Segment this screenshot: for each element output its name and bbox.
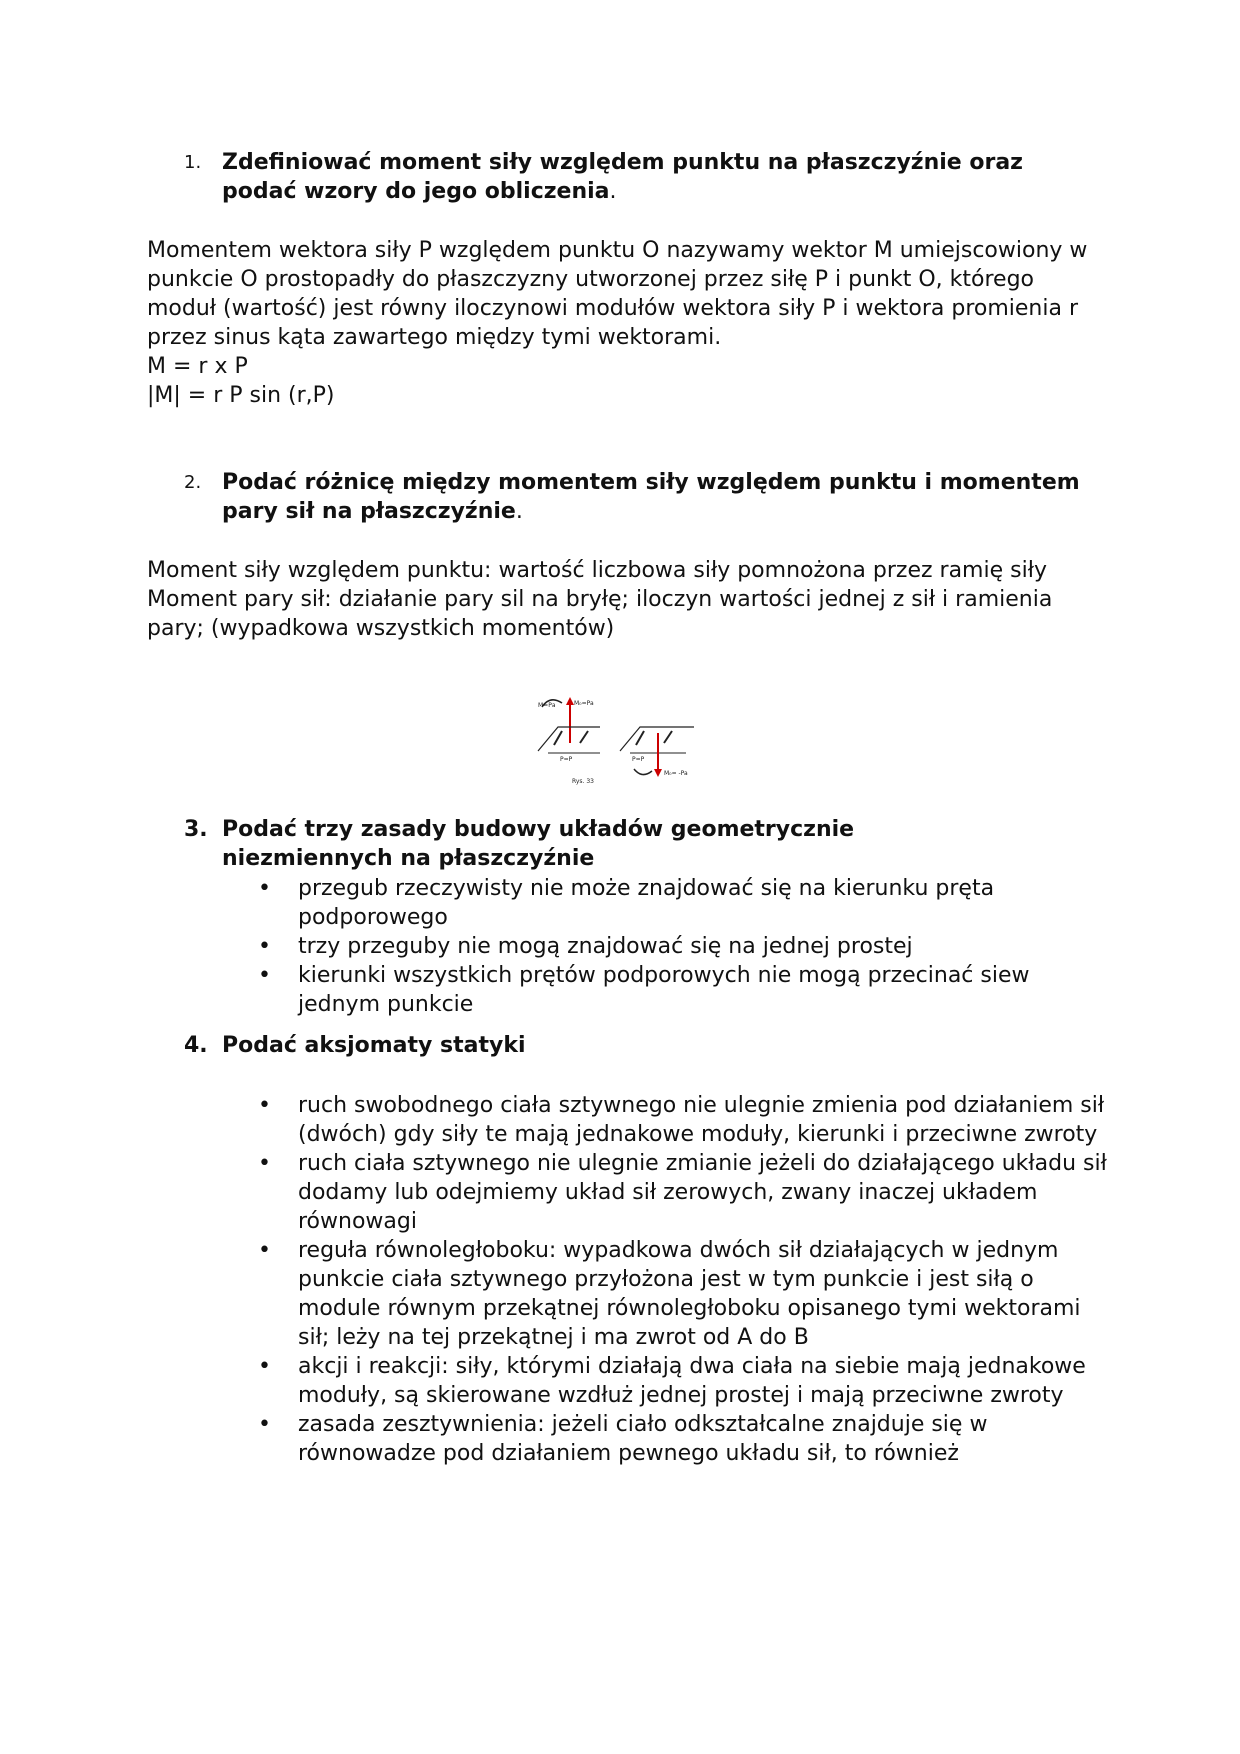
q1-formula1: M = r x P xyxy=(147,354,248,379)
list-item-text: zasada zesztywnienia: jeżeli ciało odkształcalne znajduje się w równowadze pod działaniem pewnego układu sił, to również xyxy=(298,1412,988,1466)
list-item xyxy=(258,1236,1108,1352)
figure-caption: Rys. 33 xyxy=(572,778,594,785)
q1-heading xyxy=(222,148,1092,206)
figure-label-top-right: M₀=Pa xyxy=(574,700,594,707)
force-left-2 xyxy=(580,731,588,743)
q1-answer xyxy=(147,236,1107,410)
figure-label-bottom-right: M₀= -Pa xyxy=(664,770,688,777)
moment-figure xyxy=(530,693,712,789)
list-item-text: ruch ciała sztywnego nie ulegnie zmianie jeżeli do działającego układu sił dodamy lub odejmiemy układ sił zerowych, zwany inaczej układem równowagi xyxy=(298,1151,1107,1234)
list-item-text: akcji i reakcji: siły, którymi działają dwa ciała na siebie mają jednakowe moduły, są skierowane wzdłuż jednej prostej i mają przeciwne zwroty xyxy=(298,1354,1086,1408)
q1-title: Zdefiniować moment siły względem punktu na płaszczyźnie oraz podać wzory do jego obliczenia xyxy=(222,150,1023,204)
list-item-text: trzy przeguby nie mogą znajdować się na jednej prostej xyxy=(298,934,913,959)
q4-number: 4. xyxy=(184,1033,208,1058)
q2-line2: Moment pary sił: działanie pary sil na bryłę; iloczyn wartości jednej z sił i ramienia pary; (wypadkowa wszystkich momentów) xyxy=(147,587,1053,641)
q1-trail: . xyxy=(609,179,617,204)
q2-number: 2. xyxy=(184,472,202,493)
figure-label-p-left: P=P xyxy=(560,756,573,763)
q4-bullet-list xyxy=(258,1091,1108,1468)
q3-bullet-list xyxy=(258,874,1108,1019)
figure-label-top-left: Μ=Ρa xyxy=(538,702,556,709)
bullet-icon: • xyxy=(258,1354,271,1379)
moment-curve-right xyxy=(634,769,652,775)
q1-formula2: |M| = r P sin (r,P) xyxy=(147,383,335,408)
list-item xyxy=(258,1149,1108,1236)
bullet-icon: • xyxy=(258,934,271,959)
q3-number: 3. xyxy=(184,817,208,842)
figure-label-p-right: P=P xyxy=(632,756,645,763)
q1-body: Momentem wektora siły P względem punktu O nazywamy wektor M umiejscowiony w punkcie O prostopadły do płaszczyzny utworzonej przez siłę P i punkt O, którego moduł (wartość) jest równy iloczynowi modułów wektora siły P i wektora promienia r przez sinus kąta zawartego między tymi wektorami. xyxy=(147,238,1088,350)
list-item xyxy=(258,1410,1108,1468)
bullet-icon: • xyxy=(258,1151,271,1176)
list-item xyxy=(258,932,1108,961)
bullet-icon: • xyxy=(258,876,271,901)
bullet-icon: • xyxy=(258,1093,271,1118)
list-item xyxy=(258,874,1108,932)
q2-trail: . xyxy=(515,499,523,524)
bullet-icon: • xyxy=(258,963,271,988)
q4-title: Podać aksjomaty statyki xyxy=(222,1033,526,1058)
q2-title: Podać różnicę między momentem siły względem punktu i momentem pary sił na płaszczyźnie xyxy=(222,470,1080,524)
q3-title: Podać trzy zasady budowy układów geometrycznie niezmiennych na płaszczyźnie xyxy=(222,817,855,871)
q2-heading xyxy=(222,468,1092,526)
force-right-2 xyxy=(664,731,672,743)
bullet-icon: • xyxy=(258,1412,271,1437)
moment-arrowhead-up xyxy=(566,697,574,705)
bullet-icon: • xyxy=(258,1238,271,1263)
q2-answer xyxy=(147,556,1107,643)
list-item-text: przegub rzeczywisty nie może znajdować się na kierunku pręta podporowego xyxy=(298,876,995,930)
list-item xyxy=(258,1352,1108,1410)
list-item-text: reguła równoległoboku: wypadkowa dwóch sił działających w jednym punkcie ciała sztywnego przyłożona jest w tym punkcie i jest siłą o module równym przekątnej równoległoboku opisanego tymi wektorami sił; leży na tej przekątnej i ma zwrot od A do B xyxy=(298,1238,1081,1350)
q2-line1: Moment siły względem punktu: wartość liczbowa siły pomnożona przez ramię siły xyxy=(147,558,1047,583)
force-right-1 xyxy=(636,731,644,745)
list-item-text: kierunki wszystkich prętów podporowych nie mogą przecinać siew jednym punkcie xyxy=(298,963,1030,1017)
list-item xyxy=(258,1091,1108,1149)
list-item-text: ruch swobodnego ciała sztywnego nie ulegnie zmienia pod działaniem sił (dwóch) gdy siły te mają jednakowe moduły, kierunki i przeciwne zwroty xyxy=(298,1093,1105,1147)
q1-number: 1. xyxy=(184,152,202,173)
list-item xyxy=(258,961,1108,1019)
force-left-1 xyxy=(554,731,562,745)
moment-arrowhead-down xyxy=(654,769,662,777)
